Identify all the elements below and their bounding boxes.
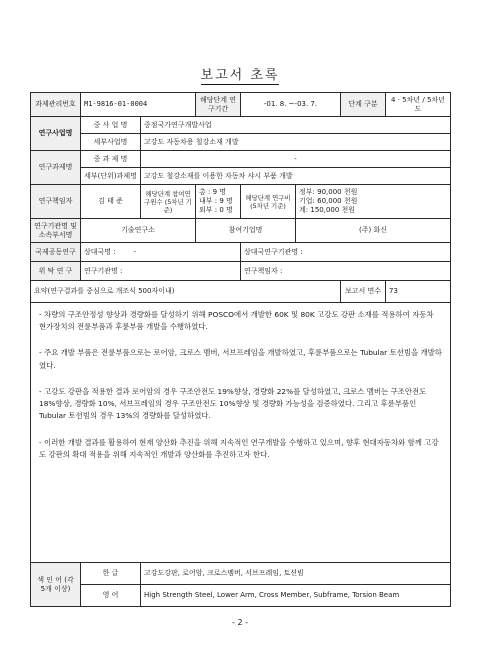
fund-amounts <box>296 185 451 219</box>
summary-paragraph-3: - 고강도 강판을 적용한 결과 로어암의 경우 구조안전도 19%향상, 경량화 22%를 달성하였고, 크로스 멤버는 구조안전도 18%향상, 경량화 10%, 서브프레임의 경우 구조안전도 10%향상 및 경량화 가능성을 검증하였다. 그리고 후륜부품인 Tubular 토션빔의 경우 13%의 경량화를 달성하였다. <box>39 386 427 421</box>
pages-value: 73 <box>386 281 451 303</box>
page-number: - 2 - <box>232 618 248 627</box>
business-detail-label: 세부사업명 <box>81 134 141 151</box>
keywords-en: High Strength Steel, Lower Arm, Cross Member, Subframe, Torsion Beam <box>141 585 451 607</box>
summary-paragraph-1: - 차량의 구조안정성 향상과 경량화를 달성하기 위해 POSCO에서 개발한 60K 및 80K 고강도 강판 소재를 적용하여 자동차 현가장치의 전륜부품과 후륜부품 개발을 수행하였다. <box>39 310 434 332</box>
keywords-ko-label: 한 글 <box>81 563 141 585</box>
task-no-value: M1-9816-01-0004 <box>81 93 196 117</box>
partner-value: (주) 화신 <box>296 219 451 243</box>
staff-internal: 내부 : 9 명 <box>199 197 233 206</box>
keywords-en-label: 영 어 <box>81 585 141 607</box>
fund-total: 계: 150,000 천원 <box>299 205 356 214</box>
partner-label: 참여기업명 <box>196 219 296 243</box>
project-main-value: - <box>141 151 451 168</box>
staff-label: 해당단계 참여연구원수 (5차년 기준) <box>141 185 196 219</box>
staff-external: 외부 : 0 명 <box>199 205 233 214</box>
fund-company: 기업: 60,000 천원 <box>299 197 358 206</box>
project-detail-label: 세부(단위)과제명 <box>81 168 141 185</box>
commission-org: 연구기관명 : <box>81 262 241 281</box>
task-info-row <box>31 93 451 117</box>
commission-head: 연구책임자 : <box>241 262 451 281</box>
stage-label: 단계 구분 <box>341 93 386 117</box>
business-detail-value: 고강도 자동차용 철강소재 개발 <box>141 134 451 151</box>
summary-paragraph-2: - 주요 개발 부품은 전륜부품으로는 로어암, 크로스 멤버, 서브프레임을 개발하였고, 후륜부품으로는 Tubular 토션빔을 개발하였다. <box>39 348 442 370</box>
keywords-label: 색 인 어 (각 5개 이상) <box>31 563 81 607</box>
period-label: 해당단계 연구기간 <box>196 93 241 117</box>
researcher-label: 연구책임자 <box>31 185 81 219</box>
staff-total: 총 : 9 명 <box>199 188 227 197</box>
fund-label: 해당단계 연구비 (5차년 기준) <box>241 185 296 219</box>
fund-government: 정부: 90,000 천원 <box>299 188 358 197</box>
pages-label: 보고서 면수 <box>341 281 386 303</box>
abstract-table <box>30 92 451 607</box>
summary-label: 요약(연구결과를 중심으로 개조식 500자이내) <box>31 281 341 303</box>
intl-label: 국제공동연구 <box>31 243 81 262</box>
researcher-name: 김 태 준 <box>81 185 141 219</box>
staff-counts <box>196 185 241 219</box>
intl-institute: 상대국연구기관명 : <box>241 243 451 262</box>
project-detail-value: 고강도 철강소재를 이용한 자동차 샤시 부품 개발 <box>141 168 451 185</box>
org-value: 기술연구소 <box>81 219 196 243</box>
report-title: 보고서 초록 <box>200 68 280 83</box>
project-label: 연구과제명 <box>31 151 81 185</box>
business-main-label: 중 사 업 명 <box>81 117 141 134</box>
summary-paragraph-4: - 이러한 개발 결과를 활용하여 현재 양산화 추진을 위해 지속적인 연구개발을 수행하고 있으며, 향후 현대자동차와 함께 고강도 강판의 확대 적용을 위해 지속적인 개발과 양산화를 추진하고자 한다. <box>39 437 439 459</box>
project-main-label: 중 과 제 명 <box>81 151 141 168</box>
business-main-value: 중점국가연구개발사업 <box>141 117 451 134</box>
task-no-label: 과제관리번호 <box>31 93 81 117</box>
business-label: 연구사업명 <box>31 117 81 151</box>
period-value: -01. 8. ~-03. 7. <box>241 93 341 117</box>
intl-country: 상대국명 : - <box>81 243 241 262</box>
summary-body <box>31 303 451 563</box>
stage-value: 4 · 5차년 / 5차년도 <box>386 93 451 117</box>
commission-label: 위 탁 연 구 <box>31 262 81 281</box>
keywords-ko: 고강도강판, 로어암, 크로스멤버, 서브프레임, 토션빔 <box>141 563 451 585</box>
org-label: 연구기관명 및 소속부서명 <box>31 219 81 243</box>
